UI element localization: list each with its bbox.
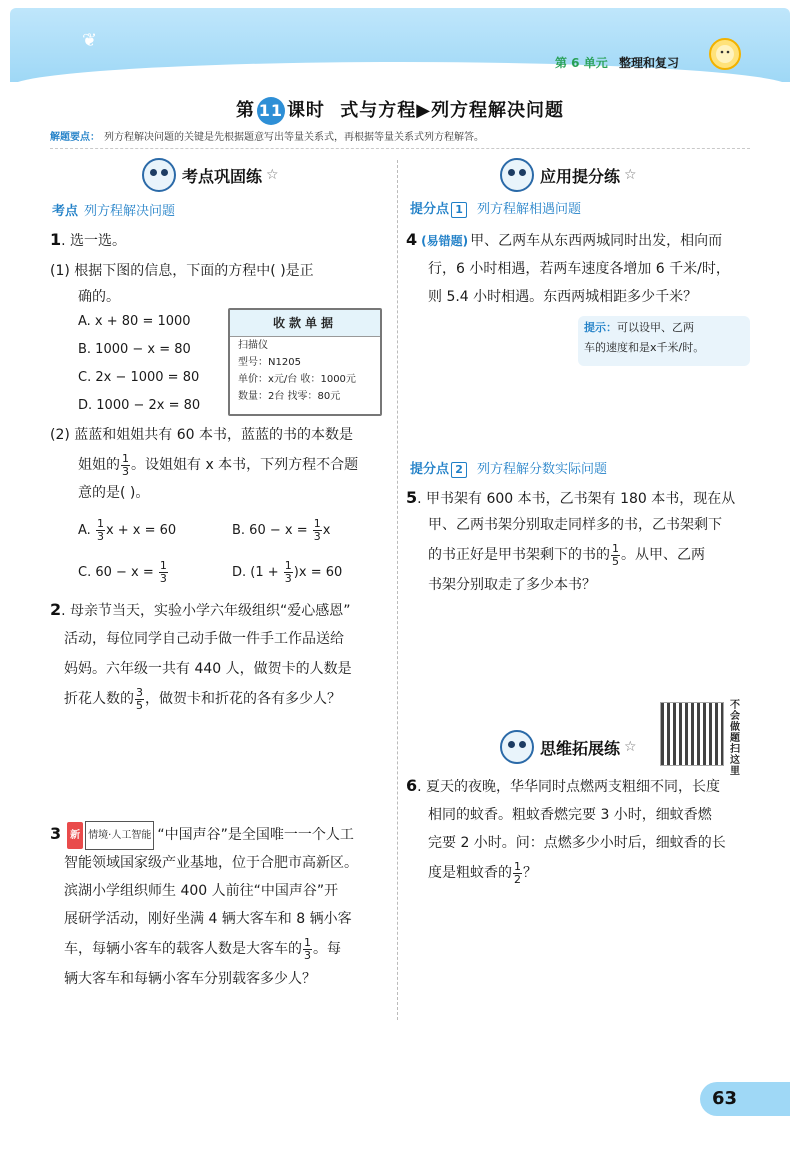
star-icon: ☆ xyxy=(624,167,637,183)
fraction-three-fifths xyxy=(135,687,144,712)
q5-line1 xyxy=(406,484,735,513)
text-segment: 车，每辆小客车的载客人数是大客车的 xyxy=(64,941,302,957)
q1-sub2-line3: 意的是( )。 xyxy=(78,485,150,501)
fraction-one-third xyxy=(121,453,130,478)
q1-sub1-line2: 确的。 xyxy=(78,289,120,305)
qr-code[interactable] xyxy=(660,702,724,766)
column-divider xyxy=(397,160,398,1020)
text-segment: x + x = 60 xyxy=(105,523,177,538)
q5-line4: 书架分别取走了多少本书？ xyxy=(428,577,596,593)
denominator: 5 xyxy=(136,698,143,712)
text-segment: . 母亲节当天，实验小学六年级组织“爱心感恩” xyxy=(61,603,351,619)
fraction-one-third xyxy=(284,560,293,585)
section-header-extend xyxy=(500,730,637,764)
mascot-icon xyxy=(500,730,534,764)
kaodian-label xyxy=(52,200,175,219)
section-title: 思维拓展练 xyxy=(540,738,621,758)
denominator: 3 xyxy=(313,530,321,543)
tip-key: 解题要点： xyxy=(50,132,100,143)
fraction-one-half xyxy=(513,861,522,886)
star-icon: ☆ xyxy=(624,739,637,755)
q1-sub1-line1: (1) 根据下图的信息，下面的方程中( )是正 xyxy=(50,263,314,279)
denominator: 3 xyxy=(122,464,129,478)
text-segment: )x = 60 xyxy=(293,565,343,580)
q6-number: 6 xyxy=(406,776,418,795)
tip-text: 列方程解决问题的关键是先根据题意写出等量关系式，再根据等量关系式列方程解答。 xyxy=(104,132,484,143)
q6-line3: 完要 2 小时。问：点燃多少小时后，细蚊香的长 xyxy=(428,835,726,851)
tifendian-key: 提分点 xyxy=(410,462,450,477)
mascot-icon xyxy=(142,158,176,192)
q6-line1 xyxy=(406,772,720,801)
numerator: 1 xyxy=(96,517,104,530)
tifendian-text: 列方程解分数实际问题 xyxy=(477,462,608,477)
text-segment: 姐姐的 xyxy=(78,457,120,473)
q5-number: 5 xyxy=(406,488,418,507)
tifendian-2 xyxy=(410,458,607,478)
denominator: 2 xyxy=(514,872,521,886)
receipt-line: 数量：2台 找零：80元 xyxy=(238,391,341,402)
hint-text: 可以设甲、乙两 xyxy=(617,321,694,334)
q5-line3 xyxy=(428,542,705,569)
q2-line2: 活动，每位同学自己动手做一件手工作品送给 xyxy=(64,631,344,647)
page-number: 63 xyxy=(712,1088,738,1109)
q1-option-a[interactable]: A. x + 80 = 1000 xyxy=(78,314,191,329)
tifendian-number: 2 xyxy=(451,462,467,478)
star-icon: ☆ xyxy=(266,167,279,183)
qr-caption: 不会做题扫这里 xyxy=(730,700,740,777)
receipt-line: 型号：N1205 xyxy=(238,357,301,368)
new-tag: 新 xyxy=(67,822,83,849)
sunflower-icon xyxy=(705,34,745,74)
text-segment: 度是粗蚊香的 xyxy=(428,865,512,881)
lesson-suffix: 课时 xyxy=(286,100,325,121)
kaodian-key: 考点 xyxy=(52,204,79,219)
q2-line3: 妈妈。六年级一共有 440 人，做贺卡的人数是 xyxy=(64,661,352,677)
numerator: 1 xyxy=(612,541,619,555)
tifendian-text: 列方程解相遇问题 xyxy=(477,202,582,217)
q5-line2: 甲、乙两书架分别取走同样多的书，乙书架剩下 xyxy=(428,517,722,533)
text-segment: “中国声谷”是全国唯一一个人工 xyxy=(157,827,354,843)
q4-number: 4 xyxy=(406,230,418,249)
q1-number: 1 xyxy=(50,230,62,249)
text-segment: 折花人数的 xyxy=(64,691,134,707)
mascot-icon xyxy=(500,158,534,192)
text-segment: 。从甲、乙两 xyxy=(621,547,705,563)
unit-title: 整理和复习 xyxy=(619,56,680,70)
fraction-one-third xyxy=(313,518,322,543)
fraction-one-third xyxy=(303,937,312,962)
fraction-one-fifth xyxy=(611,543,620,568)
q3-line2: 智能领域国家级产业基地，位于合肥市高新区。 xyxy=(64,855,358,871)
butterfly-icon: ❦ xyxy=(82,30,98,51)
q1-sub2-line1: (2) 蓝蓝和姐姐共有 60 本书，蓝蓝的书的本数是 xyxy=(50,427,353,443)
text-segment: . 甲书架有 600 本书，乙书架有 180 本书，现在从 xyxy=(417,491,736,507)
section-title: 考点巩固练 xyxy=(182,166,263,186)
error-prone-tag: (易错题) xyxy=(421,234,469,248)
q3-line1 xyxy=(50,820,354,850)
q2-line4 xyxy=(64,686,341,713)
solving-tip xyxy=(50,128,750,149)
q3-line3: 滨湖小学组织师生 400 人前往“中国声谷”开 xyxy=(64,883,339,899)
lesson-number: 11 xyxy=(257,97,285,125)
tifendian-number: 1 xyxy=(451,202,467,218)
receipt-image xyxy=(228,308,382,416)
q1-option-d[interactable]: D. 1000 − 2x = 80 xyxy=(78,398,201,413)
text-segment: ，做贺卡和折花的各有多少人？ xyxy=(145,691,341,707)
q1-sub2-line2 xyxy=(78,452,358,479)
q1-title-text: . 选一选。 xyxy=(61,233,127,249)
q1-sub2-option-b[interactable] xyxy=(232,518,330,543)
section-header-apply xyxy=(500,158,637,192)
q4-line1 xyxy=(406,226,722,255)
receipt-line: 扫描仪 xyxy=(238,340,268,351)
q4-line3: 则 5.4 小时相遇。东西两城相距多少千米？ xyxy=(428,289,698,305)
numerator: 1 xyxy=(159,559,167,572)
text-segment: 。每 xyxy=(313,941,341,957)
q3-line5 xyxy=(64,936,341,963)
q1-option-c[interactable]: C. 2x − 1000 = 80 xyxy=(78,370,200,385)
q6-line2: 相同的蚊香。粗蚊香燃完要 3 小时，细蚊香燃 xyxy=(428,807,712,823)
q1-sub2-option-c[interactable] xyxy=(78,560,169,585)
denominator: 3 xyxy=(159,572,167,585)
lesson-subtopic: 列方程解决问题 xyxy=(431,100,565,121)
numerator: 1 xyxy=(313,517,321,530)
text-segment: B. 60 − x = xyxy=(232,523,308,538)
q1-title xyxy=(50,226,126,255)
page-number-tab xyxy=(700,1082,790,1116)
numerator: 1 xyxy=(122,451,129,465)
receipt-title: 收款单据 xyxy=(230,310,380,337)
tifendian-1 xyxy=(410,198,581,218)
q3-number: 3 xyxy=(50,824,62,843)
kaodian-text: 列方程解决问题 xyxy=(84,204,176,219)
q1-sub2-option-d[interactable] xyxy=(232,560,342,585)
denominator: 3 xyxy=(96,530,104,543)
q2-line1 xyxy=(50,596,351,625)
q3-line4: 展研学活动，刚好坐满 4 辆大客车和 8 辆小客 xyxy=(64,911,352,927)
denominator: 3 xyxy=(284,572,292,585)
lesson-title xyxy=(0,96,800,125)
lesson-topic: 式与方程 xyxy=(340,100,417,121)
section-header-consolidate xyxy=(142,158,279,192)
fraction-one-third xyxy=(159,560,168,585)
text-segment: x xyxy=(322,523,331,538)
context-tag: 情境·人工智能 xyxy=(85,821,154,850)
text-segment: 的书正好是甲书架剩下的书的 xyxy=(428,547,610,563)
receipt-line: 单价：x元/台 收：1000元 xyxy=(238,374,356,385)
q1-option-b[interactable]: B. 1000 − x = 80 xyxy=(78,342,191,357)
text-segment: ？ xyxy=(523,865,537,881)
numerator: 1 xyxy=(284,559,292,572)
lesson-prefix: 第 xyxy=(235,100,255,121)
denominator: 3 xyxy=(304,948,311,962)
numerator: 1 xyxy=(304,935,311,949)
numerator: 3 xyxy=(136,685,143,699)
fraction-one-third xyxy=(96,518,105,543)
q6-line4 xyxy=(428,860,537,887)
unit-label: 第 6 单元 xyxy=(555,56,608,70)
text-segment: D. (1 + xyxy=(232,565,279,580)
tifendian-key: 提分点 xyxy=(410,202,450,217)
text-segment: 甲、乙两车从东西两城同时出发，相向而 xyxy=(470,233,723,249)
q3-line6: 辆大客车和每辆小客车分别载客多少人？ xyxy=(64,971,316,987)
section-title: 应用提分练 xyxy=(540,166,621,186)
q4-line2: 行，6 小时相遇，若两车速度各增加 6 千米/时， xyxy=(428,261,730,277)
numerator: 1 xyxy=(514,859,521,873)
q2-number: 2 xyxy=(50,600,62,619)
hint-box xyxy=(578,316,750,366)
text-segment: C. 60 − x = xyxy=(78,565,154,580)
play-arrow-icon: ▶ xyxy=(416,100,432,121)
hint-text: 车的速度和是x千米/时。 xyxy=(584,341,705,354)
denominator: 5 xyxy=(612,554,619,568)
q1-sub2-option-a[interactable] xyxy=(78,518,176,543)
hint-key: 提示： xyxy=(584,321,617,334)
text-segment: 。设姐姐有 x 本书，下列方程不合题 xyxy=(131,457,359,473)
text-segment: . 夏天的夜晚，华华同时点燃两支粗细不同，长度 xyxy=(417,779,721,795)
text-segment: A. xyxy=(78,523,91,538)
